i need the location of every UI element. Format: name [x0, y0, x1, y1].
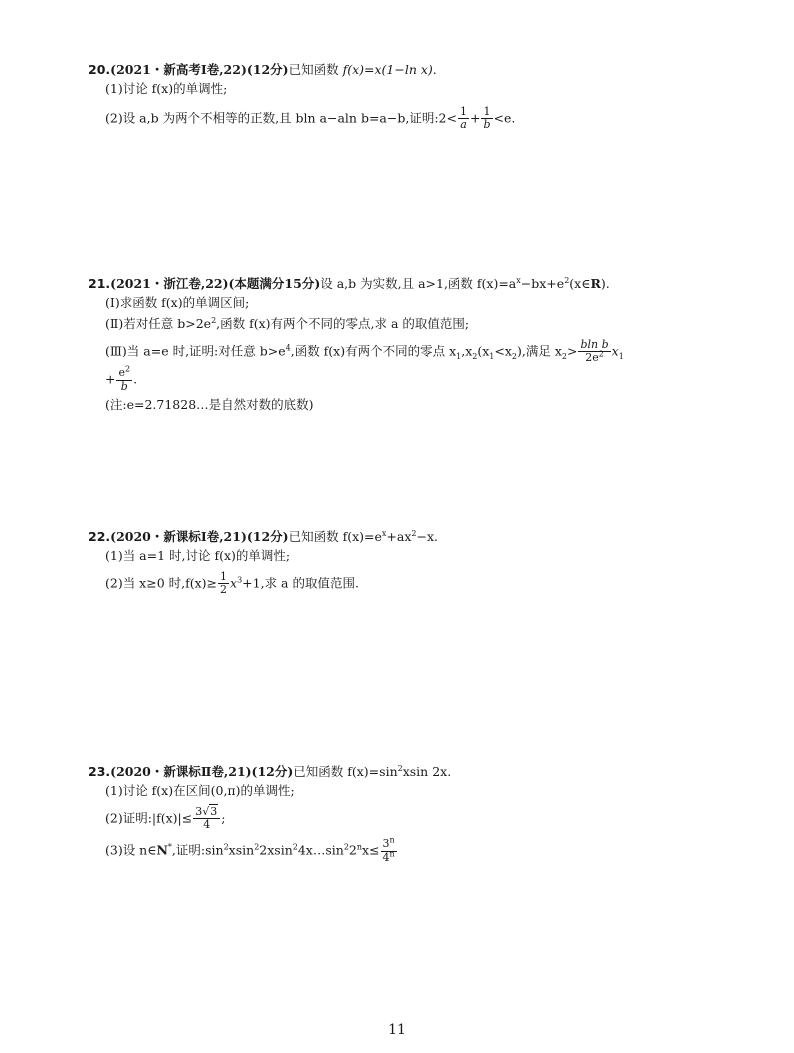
part-text: ,证明:sin	[171, 842, 224, 858]
part-text: 2xsin	[259, 842, 293, 858]
fraction-numerator: 1	[483, 104, 491, 118]
problem-20-stem	[88, 62, 738, 79]
part-text: ;	[221, 810, 226, 826]
part-text: x	[611, 343, 619, 359]
superscript: 3	[237, 575, 243, 585]
part-text: (3)设 n∈	[105, 842, 157, 858]
problem-23-part-1: (1)讨论 f(x)在区间(0,π)的单调性;	[105, 782, 295, 798]
fraction	[381, 835, 397, 864]
problem-21-part-1: (Ⅰ)求函数 f(x)的单调区间;	[105, 294, 250, 310]
square-root: √3	[202, 804, 218, 818]
problem-number: 20.	[88, 62, 111, 77]
subscript: 2	[561, 351, 567, 361]
stem-text: ).	[600, 276, 610, 291]
plus-sign: +	[469, 110, 481, 126]
part-text: +1,求 a 的取值范围.	[242, 575, 359, 591]
problem-21-part-3	[88, 339, 738, 365]
fraction	[193, 806, 220, 832]
stem-text: 已知函数 f(x)=sin	[293, 764, 398, 779]
superscript: 2	[292, 842, 298, 852]
problem-source: (2020・新课标Ⅱ卷,21)(12分)	[110, 764, 294, 779]
stem-function: f(x)=x(1−ln x).	[342, 62, 437, 77]
part-text: (2)证明:|f(x)|≤	[105, 810, 193, 826]
problem-source: (2020・新课标Ⅰ卷,21)(12分)	[110, 529, 289, 544]
problem-21-note: (注:e=2.71828…是自然对数的底数)	[105, 397, 314, 413]
problem-20-part-1: (1)讨论 f(x)的单调性;	[105, 80, 228, 96]
fraction-denominator: a	[458, 118, 469, 132]
part-text: <e.	[493, 110, 516, 126]
real-set-symbol: R	[590, 276, 601, 291]
stem-text: (x∈	[569, 276, 591, 291]
problem-21-stem	[88, 276, 738, 293]
stem-text: xsin 2x.	[402, 764, 452, 779]
fraction	[578, 339, 610, 365]
problem-22-stem	[88, 529, 738, 546]
problem-21-part-2	[88, 316, 738, 333]
fraction-numerator: 1	[459, 104, 467, 118]
superscript: *	[167, 842, 172, 852]
problem-23-part-2	[88, 806, 738, 832]
fraction-numerator: bln b	[580, 337, 609, 351]
superscript: 4	[285, 343, 291, 353]
superscript: 2	[125, 364, 131, 374]
page-number: 11	[388, 1022, 406, 1038]
stem-text: 设 a,b 为实数,且 a>1,函数 f(x)=a	[320, 276, 517, 291]
part-text: (Ⅲ)当 a=e 时,证明:对任意 b>e	[105, 343, 286, 359]
superscript: 2	[211, 315, 217, 325]
problem-23	[88, 764, 738, 864]
superscript: 2	[343, 842, 349, 852]
fraction-numerator: 1	[220, 569, 228, 583]
subscript: 1	[489, 351, 495, 361]
superscript: n	[389, 835, 395, 845]
problem-22-part-2	[88, 571, 738, 597]
problem-20	[88, 62, 738, 132]
fraction-denominator: 2	[220, 583, 228, 597]
natural-set-symbol: N	[156, 842, 168, 858]
problem-source: (2021・新高考Ⅰ卷,22)(12分)	[110, 62, 289, 77]
fraction	[458, 106, 469, 132]
problem-23-stem	[88, 764, 738, 781]
part-text: ,函数 f(x)有两个不同的零点,求 a 的取值范围;	[216, 315, 470, 331]
plus-sign: +	[105, 371, 116, 387]
part-text: >	[566, 343, 578, 359]
problem-number: 22.	[88, 529, 111, 544]
part-text: x	[230, 575, 238, 591]
radicand: 3	[210, 804, 218, 818]
fraction-denominator: 4	[193, 818, 220, 832]
superscript: 2	[254, 842, 260, 852]
superscript: n	[389, 849, 395, 859]
superscript: x	[381, 528, 387, 538]
subscript: 2	[472, 351, 478, 361]
numerator-text: e	[118, 365, 125, 379]
denominator-text: 2e	[585, 351, 599, 365]
problem-20-part-2	[88, 106, 738, 132]
problem-22-part-1: (1)当 a=1 时,讨论 f(x)的单调性;	[105, 547, 291, 563]
stem-text: +ax	[386, 529, 412, 544]
fraction	[481, 106, 492, 132]
superscript: 2	[564, 275, 570, 285]
subscript: 1	[456, 351, 462, 361]
subscript: 1	[618, 351, 624, 361]
part-text: (2)当 x≥0 时,f(x)≥	[105, 575, 218, 591]
superscript: n	[356, 842, 363, 852]
numerator-text: 3	[195, 804, 203, 818]
denominator-text: 4	[382, 850, 390, 864]
fraction-denominator: b	[483, 118, 491, 132]
fraction-numerator	[193, 806, 220, 819]
part-text: 4x…sin	[297, 842, 344, 858]
problem-21-part-3-cont	[88, 364, 738, 393]
part-text: (Ⅱ)若对任意 b>2e	[105, 315, 212, 331]
stem-text: −x.	[416, 529, 438, 544]
superscript: 2	[397, 763, 403, 773]
fraction	[116, 364, 132, 393]
subscript: 2	[511, 351, 517, 361]
part-text: ,x	[461, 343, 473, 359]
part-text: .	[133, 371, 138, 387]
superscript: x	[516, 275, 521, 285]
superscript: 2	[223, 842, 229, 852]
part-text: x≤	[362, 842, 380, 858]
numerator-text: 3	[382, 837, 390, 851]
stem-text: −bx+e	[520, 276, 565, 291]
superscript: 2	[598, 349, 604, 359]
superscript: 2	[411, 528, 417, 538]
problem-22	[88, 529, 738, 597]
stem-text: 已知函数	[288, 62, 343, 77]
fraction-numerator	[116, 364, 132, 380]
part-text: ,函数 f(x)有两个不同的零点 x	[290, 343, 457, 359]
stem-text: 已知函数 f(x)=e	[288, 529, 382, 544]
part-text: (x	[477, 343, 490, 359]
problem-source: (2021・浙江卷,22)(本题满分15分)	[110, 276, 321, 291]
problem-21	[88, 276, 738, 414]
fraction-denominator: b	[116, 380, 132, 394]
part-text: ),满足 x	[517, 343, 562, 359]
problem-23-part-3	[88, 835, 738, 864]
fraction-denominator	[381, 851, 397, 865]
fraction	[218, 571, 229, 597]
fraction-denominator	[578, 351, 610, 365]
part-text: <x	[494, 343, 512, 359]
part-text: 2	[348, 842, 357, 858]
problem-number: 21.	[88, 276, 111, 291]
problem-number: 23.	[88, 764, 111, 779]
part-text: (2)设 a,b 为两个不相等的正数,且 bln a−aln b=a−b,证明:2<	[105, 110, 457, 126]
part-text: xsin	[228, 842, 255, 858]
